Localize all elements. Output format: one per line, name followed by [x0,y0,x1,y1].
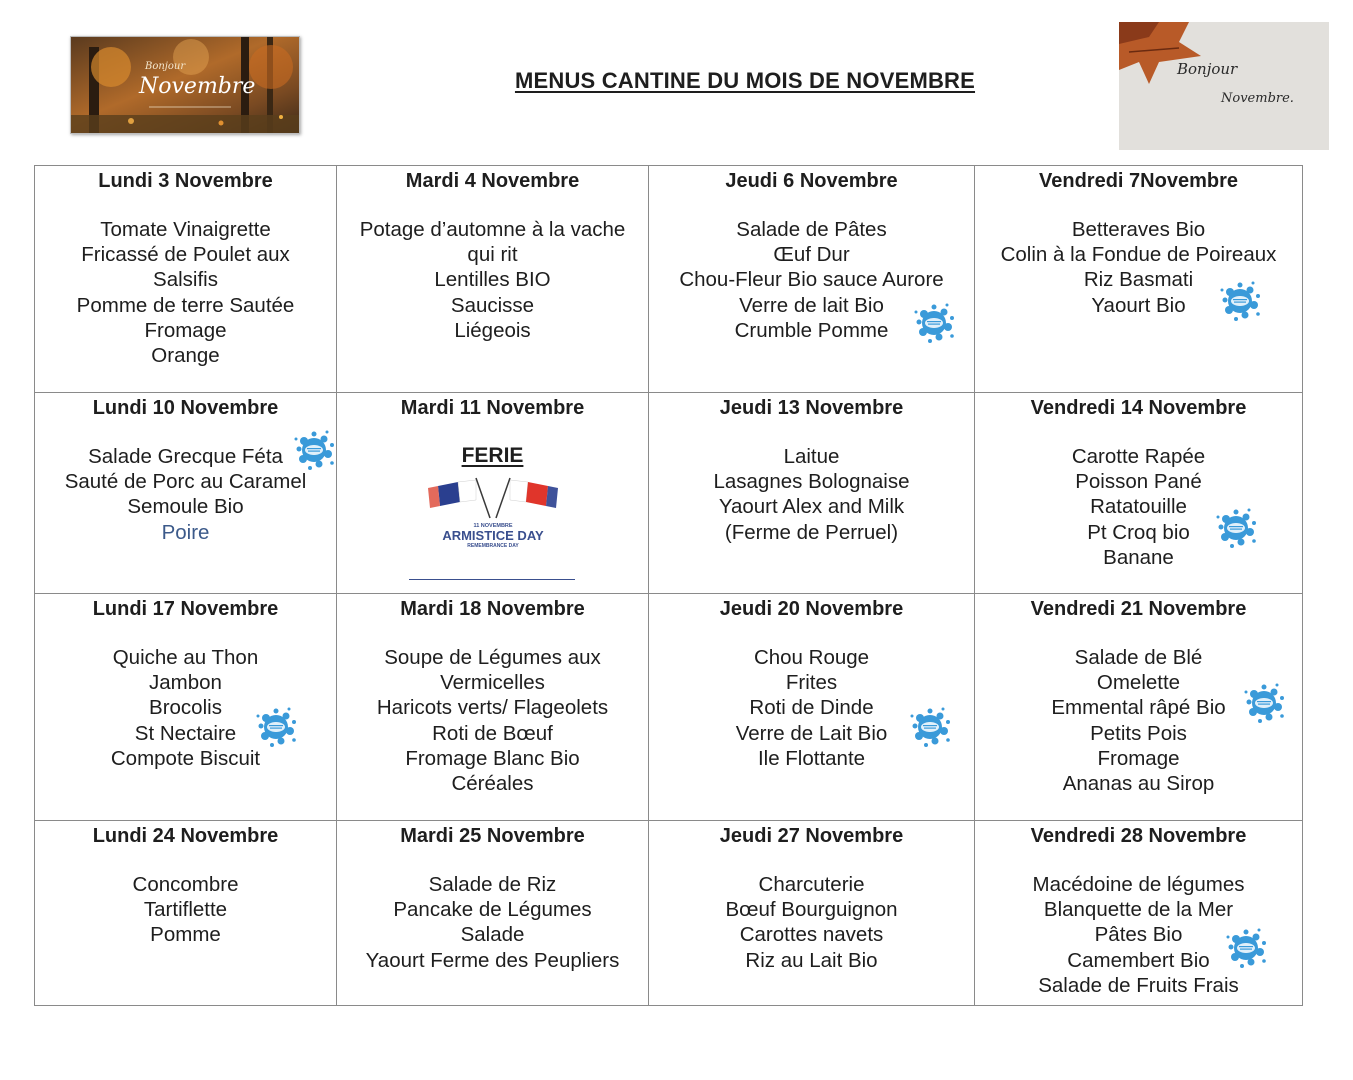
dish: Potage d’automne à la vache [359,218,626,241]
table-row [35,166,1303,393]
dish-list [337,217,648,343]
dish: Salade Grecque Féta [88,445,283,468]
dish: Charcuterie [758,873,865,896]
dish: Salade de Pâtes [736,218,887,241]
table-row [35,594,1303,821]
bio-splash-icon [1223,925,1269,971]
dish: Fricassé de Poulet aux [81,243,290,267]
dish: Petits Pois [1090,721,1187,745]
dish: Carottes navets [739,923,884,947]
day-cell-jeudi-27 [649,821,975,1006]
dish: Verre de lait Bio [739,293,884,317]
dish: Salsifis [153,268,218,292]
dish: Yaourt Ferme des Peupliers [365,948,620,972]
day-title: Jeudi 27 Novembre [719,825,904,847]
dish: Yaourt Alex and Milk [718,495,905,519]
dish: Crumble Pomme [734,318,889,342]
logo-left-subtext: Bonjour [145,61,186,72]
day-cell-mardi-18 [337,594,649,821]
dish: Macédoine de légumes [1032,873,1245,896]
day-title: Mardi 4 Novembre [405,170,580,192]
dish: Tartiflette [143,898,228,922]
dish: Vermicelles [440,671,545,695]
dish-list [649,444,974,545]
dish: Banane [1103,545,1174,569]
dish: Salade de Fruits Frais [1038,973,1239,997]
french-flag-icon [428,478,558,518]
dish: Salade de Riz [428,873,557,896]
dish-list [35,872,336,948]
dish: Compote Biscuit [110,746,261,770]
day-title: Lundi 24 Novembre [92,825,279,847]
dish: Fromage [144,318,227,342]
armistice-badge-main: ARMISTICE DAY [441,528,544,543]
dish: Bœuf Bourguignon [725,898,898,922]
november-autumn-logo [70,36,300,134]
dish: Ratatouille [1090,495,1187,519]
day-cell-vendredi-7 [975,166,1303,393]
logo-left-text: Novembre [139,74,256,99]
day-cell-lundi-17 [35,594,337,821]
dish: (Ferme de Perruel) [724,520,899,544]
day-title: Vendredi 21 Novembre [1030,598,1247,620]
dish: Riz au Lait Bio [745,948,878,972]
dish: Chou-Fleur Bio sauce Aurore [679,268,944,292]
bio-splash-icon [1241,680,1287,726]
dish: Frites [785,671,838,695]
dish: Carotte Rapée [1071,445,1206,468]
dish: Roti de Bœuf [432,721,553,745]
dish: Saucisse [450,293,535,317]
dish: Semoule Bio [127,495,244,519]
day-title: Vendredi 14 Novembre [1030,397,1247,419]
dish: Concombre [132,873,239,896]
dish: Verre de Lait Bio [735,721,888,745]
dish: Fromage Blanc Bio [405,746,580,770]
day-title: Vendredi 28 Novembre [1030,825,1247,847]
table-row [35,821,1303,1006]
dish: St Nectaire [134,721,237,745]
page-title: MENUS CANTINE DU MOIS DE NOVEMBRE [514,68,976,93]
day-title: Lundi 10 Novembre [92,397,279,419]
dish: Soupe de Légumes aux [384,646,601,669]
dish: Lentilles BIO [434,268,551,292]
day-cell-jeudi-6 [649,166,975,393]
dish: Lasagnes Bolognaise [713,470,910,494]
dish: Pâtes Bio [1094,923,1183,947]
dish: Pancake de Légumes [393,898,592,922]
dish: Colin à la Fondue de Poireaux [1000,243,1277,267]
dish: Pomme de terre Sautée [76,293,295,317]
bio-splash-icon [907,704,953,750]
day-cell-lundi-24 [35,821,337,1006]
bio-splash-icon [911,300,957,346]
day-cell-mardi-25 [337,821,649,1006]
day-title: Mardi 18 Novembre [400,598,585,620]
day-title: Lundi 17 Novembre [92,598,279,620]
day-title: Jeudi 13 Novembre [719,397,904,419]
day-title: Jeudi 6 Novembre [725,170,898,192]
bonjour-novembre-logo [1119,22,1329,150]
dish: Yaourt Bio [1091,293,1186,317]
day-title: Mardi 11 Novembre [400,397,585,419]
bio-splash-icon [291,427,337,473]
armistice-badge-top: 11 NOVEMBRE [472,523,513,529]
dish: Ananas au Sirop [1062,772,1215,796]
divider [409,579,575,580]
day-cell-jeudi-13 [649,393,975,594]
day-cell-vendredi-21 [975,594,1303,821]
day-title: Jeudi 20 Novembre [719,598,904,620]
dish: Camembert Bio [1067,948,1210,972]
dish: Pomme [150,923,221,947]
logo-right-line2: Novembre. [1221,91,1294,106]
ferie-label: FERIE [461,444,524,467]
dish: Poire [161,520,210,544]
dish: Céréales [451,772,534,796]
day-cell-mardi-4 [337,166,649,393]
dish: Tomate Vinaigrette [100,218,271,241]
day-title: Lundi 3 Novembre [98,170,273,192]
dish-list [649,872,974,973]
day-cell-lundi-10 [35,393,337,594]
dish: Orange [151,344,220,368]
dish: Sauté de Porc au Caramel [64,470,307,494]
day-cell-mardi-11 [337,393,649,594]
dish: Betteraves Bio [1071,218,1206,241]
table-row [35,393,1303,594]
dish: Fromage [1097,746,1180,770]
logo-right-line1: Bonjour [1177,60,1238,78]
dish: Pt Croq bio [1087,520,1190,544]
dish: Salade de Blé [1074,646,1203,669]
dish: qui rit [467,243,518,267]
dish: Liégeois [454,318,531,342]
dish: Quiche au Thon [112,646,259,669]
dish: Salade [460,923,525,947]
menu-table [34,165,1303,1006]
bio-splash-icon [1213,505,1259,551]
dish: Ile Flottante [757,746,866,770]
dish: Brocolis [149,696,222,720]
dish: Jambon [149,671,222,695]
dish: Riz Basmati [1083,268,1194,292]
bio-splash-icon [1217,278,1263,324]
day-cell-vendredi-28 [975,821,1303,1006]
dish: Poisson Pané [1075,470,1202,494]
dish: Roti de Dinde [749,696,874,720]
dish: Œuf Dur [773,243,850,267]
day-cell-vendredi-14 [975,393,1303,594]
dish-list [337,872,648,973]
armistice-day-logo [418,472,568,562]
dish: Laitue [783,445,840,468]
bio-splash-icon [253,704,299,750]
armistice-badge-sub: REMEMBRANCE DAY [466,543,519,549]
dish: Emmental râpé Bio [1051,696,1226,720]
dish: Chou Rouge [753,646,870,669]
dish: Haricots verts/ Flageolets [376,696,609,720]
dish-list [337,645,648,796]
day-cell-jeudi-20 [649,594,975,821]
day-cell-lundi-3 [35,166,337,393]
dish-list [35,217,336,368]
day-title: Vendredi 7Novembre [1039,170,1238,192]
day-title: Mardi 25 Novembre [400,825,585,847]
dish: Blanquette de la Mer [1043,898,1234,922]
dish: Omelette [1096,671,1181,695]
